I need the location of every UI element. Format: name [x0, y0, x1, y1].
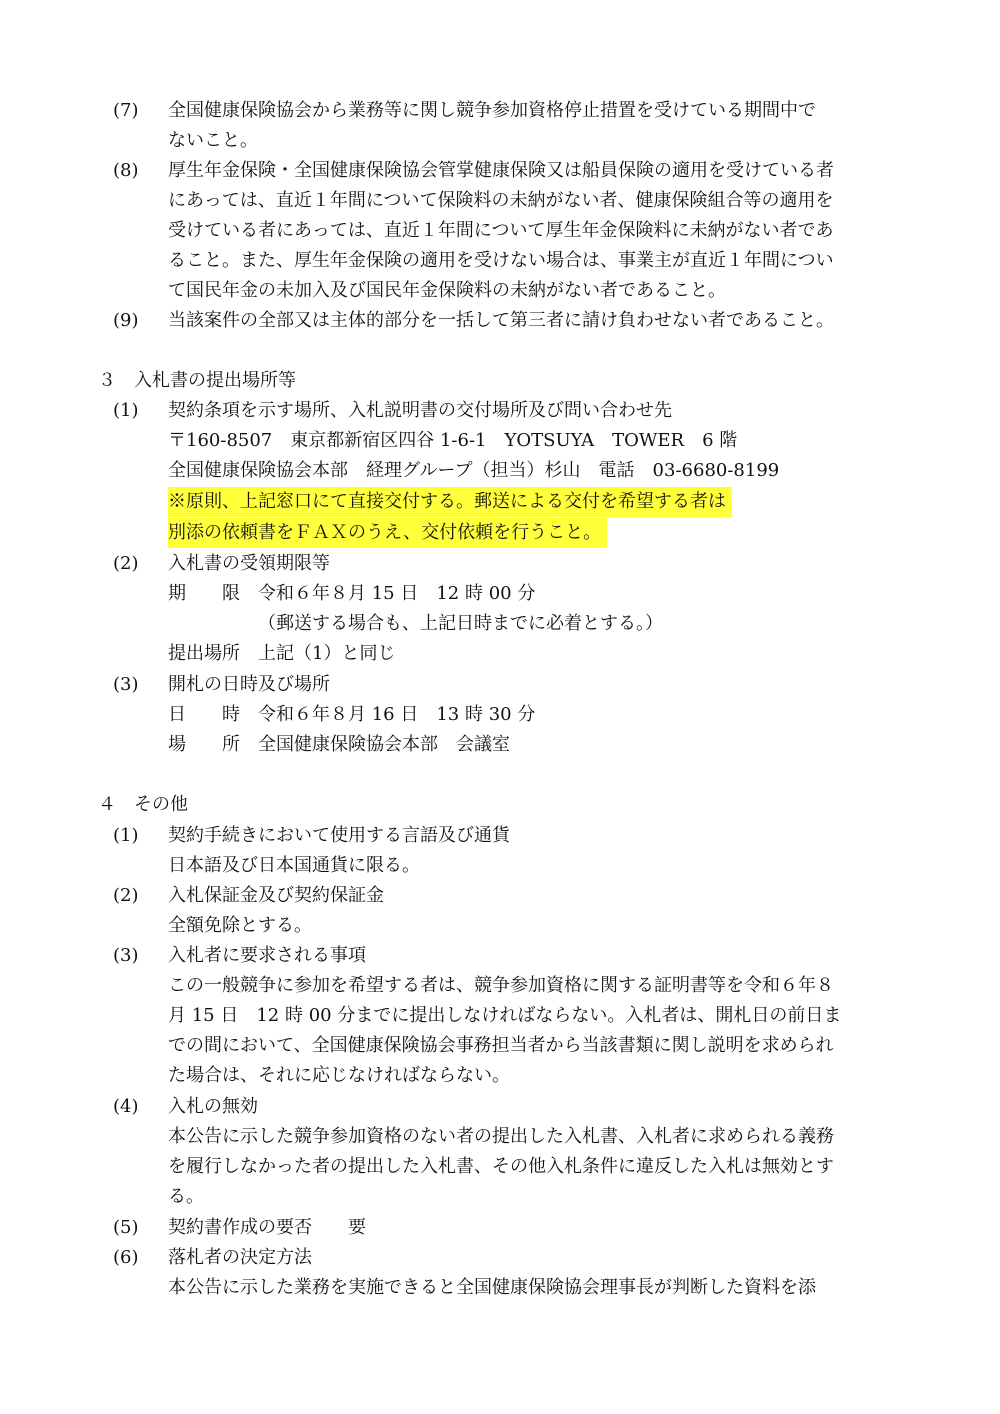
item-number: (9) [113, 310, 139, 331]
item-text: にあっては、直近１年間について保険料の未納がない者、健康保険組合等の適用を [168, 190, 834, 211]
item-text: この一般競争に参加を希望する者は、競争参加資格に関する証明書等を令和６年８ [168, 975, 834, 996]
section-heading: ３ 入札書の提出場所等 [98, 370, 296, 391]
item-number: (2) [113, 553, 139, 574]
item-text: 契約書作成の要否 要 [168, 1217, 366, 1238]
item-text: 本公告に示した競争参加資格のない者の提出した入札書、入札者に求められる義務 [168, 1126, 834, 1147]
item-text: を履行しなかった者の提出した入札書、その他入札条件に違反した入札は無効とす [168, 1156, 834, 1177]
item-number: (4) [113, 1096, 139, 1117]
item-text: 入札書の受領期限等 [168, 553, 330, 574]
item-text: ないこと。 [168, 130, 258, 151]
item-number: (3) [113, 674, 139, 695]
item-text: 日 時 令和６年８月 16 日 13 時 30 分 [168, 704, 536, 725]
item-text: ること。また、厚生年金保険の適用を受けない場合は、事業主が直近１年間につい [168, 250, 834, 271]
item-number: (1) [113, 400, 139, 421]
item-text: 全国健康保険協会本部 経理グループ（担当）杉山 電話 03-6680-8199 [168, 460, 780, 481]
item-text: た場合は、それに応じなければならない。 [168, 1065, 510, 1086]
item-text: る。 [168, 1186, 204, 1207]
item-number: (1) [113, 825, 139, 846]
section-heading: ４ その他 [98, 794, 188, 815]
highlighted-text: ※原則、上記窓口にて直接交付する。郵送による交付を希望する者は [168, 487, 732, 517]
item-text: 全額免除とする。 [168, 915, 312, 936]
item-text: 本公告に示した業務を実施できると全国健康保険協会理事長が判断した資料を添 [168, 1277, 816, 1298]
item-text: 契約手続きにおいて使用する言語及び通貨 [168, 825, 510, 846]
item-text: 契約条項を示す場所、入札説明書の交付場所及び問い合わせ先 [168, 400, 672, 421]
item-number: (5) [113, 1217, 139, 1238]
item-text: 提出場所 上記（1）と同じ [168, 643, 396, 664]
item-text: 入札者に要求される事項 [168, 945, 366, 966]
item-text: 場 所 全国健康保険協会本部 会議室 [168, 734, 510, 755]
item-text: 期 限 令和６年８月 15 日 12 時 00 分 [168, 583, 536, 604]
item-text: 入札保証金及び契約保証金 [168, 885, 384, 906]
item-number: (6) [113, 1247, 139, 1268]
item-text: 厚生年金保険・全国健康保険協会管掌健康保険又は船員保険の適用を受けている者 [168, 160, 834, 181]
item-text: 開札の日時及び場所 [168, 674, 330, 695]
item-text: 受けている者にあっては、直近１年間について厚生年金保険料に未納がない者であ [168, 220, 834, 241]
item-text: て国民年金の未加入及び国民年金保険料の未納がない者であること。 [168, 280, 726, 301]
item-text: 全国健康保険協会から業務等に関し競争参加資格停止措置を受けている期間中で [168, 100, 816, 121]
item-text: 月 15 日 12 時 00 分までに提出しなければならない。入札者は、開札日の前日ま [168, 1005, 842, 1026]
item-text: （郵送する場合も、上記日時までに必着とする。） [258, 613, 663, 634]
item-number: (7) [113, 100, 139, 121]
highlighted-text: 別添の依頼書をＦＡＸのうえ、交付依頼を行うこと。 [168, 518, 607, 548]
item-text: 〒160-8507 東京都新宿区四谷 1-6-1 YOTSUYA TOWER 6 階 [168, 430, 738, 451]
item-text: 日本語及び日本国通貨に限る。 [168, 855, 420, 876]
item-text: での間において、全国健康保険協会事務担当者から当該書類に関し説明を求められ [168, 1035, 834, 1056]
item-text: 落札者の決定方法 [168, 1247, 312, 1268]
item-number: (3) [113, 945, 139, 966]
item-number: (8) [113, 160, 139, 181]
item-number: (2) [113, 885, 139, 906]
item-text: 入札の無効 [168, 1096, 258, 1117]
item-text: 当該案件の全部又は主体的部分を一括して第三者に請け負わせない者であること。 [168, 310, 834, 331]
